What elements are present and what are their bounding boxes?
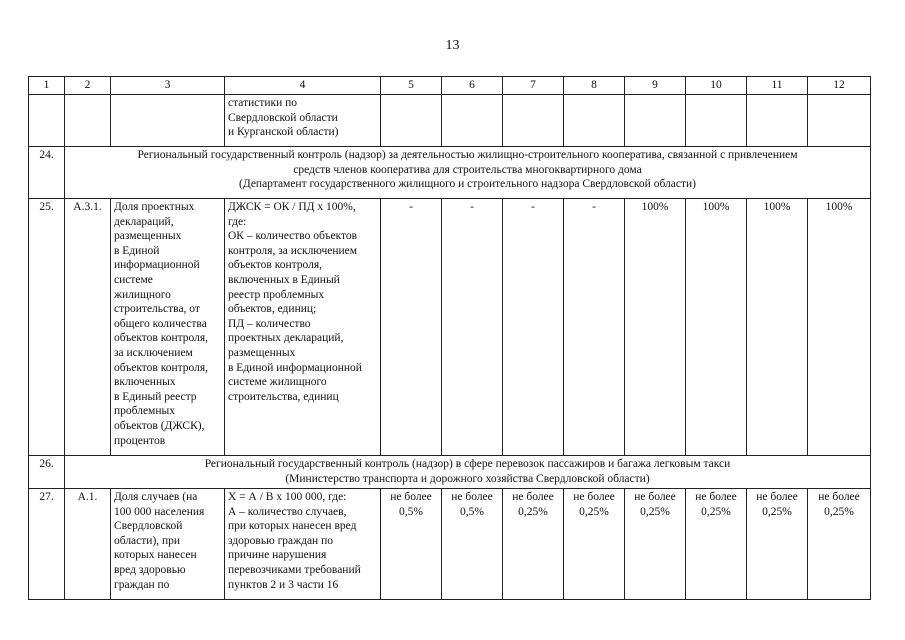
target-value: 100% [747, 199, 808, 456]
indicator-code: А.1. [65, 489, 111, 600]
table-cell [808, 95, 871, 147]
target-value [564, 489, 625, 600]
row-number: 24. [29, 147, 65, 199]
column-number: 2 [65, 77, 111, 95]
text-line: не более [695, 491, 737, 503]
target-value [625, 489, 686, 600]
text-line: граждан по [114, 578, 170, 591]
column-number: 1 [29, 77, 65, 95]
text-line: в Единой информационной [228, 361, 362, 374]
text-line: за исключением [114, 346, 193, 359]
text-line: 0,25% [824, 505, 854, 518]
text-line: 100 000 населения [114, 505, 205, 518]
indicator-name [111, 489, 225, 600]
text-line: не более [451, 491, 493, 503]
text-line: строительства, единиц [228, 390, 339, 403]
text-line: здоровью граждан по [228, 534, 333, 547]
text-line: (Министерство транспорта и дорожного хозяйства Свердловской области) [285, 472, 650, 485]
text-line: включенных в Единый [228, 273, 340, 286]
page-number: 13 [445, 38, 460, 53]
section-title [65, 456, 871, 489]
target-value: - [503, 199, 564, 456]
target-value [808, 489, 871, 600]
text-line: 0,5% [460, 505, 484, 518]
text-line: строительства, от [114, 303, 200, 316]
text-line: Х = А / В х 100 000, где: [228, 491, 347, 503]
text-line: ДЖСК = ОК / ПД х 100%, [228, 201, 356, 213]
text-line: не более [512, 491, 554, 503]
text-line: Доля проектных [114, 201, 195, 213]
text-line: в Единой [114, 244, 160, 257]
text-line: пунктов 2 и 3 части 16 [228, 578, 339, 591]
text-line: включенных [114, 376, 176, 389]
target-value [442, 489, 503, 600]
indicators-table [28, 76, 871, 600]
table-cell [381, 95, 442, 147]
column-number: 12 [808, 77, 871, 95]
continuation-row [29, 95, 871, 147]
text-line: ОК – количество объектов [228, 230, 358, 243]
row-number: 25. [29, 199, 65, 456]
column-number: 10 [686, 77, 747, 95]
text-line: общего количества [114, 317, 207, 330]
text-line: объектов, единиц; [228, 303, 317, 316]
text-line: информационной [114, 259, 200, 272]
text-line: не более [818, 491, 860, 503]
column-number: 4 [225, 77, 381, 95]
text-line: Доля случаев (на [114, 491, 198, 503]
text-line: 0,25% [762, 505, 792, 518]
text-line: и Курганской области) [228, 126, 339, 139]
text-line: статистики по [228, 97, 298, 109]
column-number: 9 [625, 77, 686, 95]
column-number: 7 [503, 77, 564, 95]
text-line: перевозчиками требований [228, 563, 361, 576]
text-line: объектов (ДЖСК), [114, 419, 205, 432]
text-line: где: [228, 215, 247, 228]
text-line: проблемных [114, 405, 175, 418]
text-line: деклараций, [114, 215, 174, 228]
text-line: области), при [114, 534, 181, 547]
text-line: системе [114, 273, 153, 286]
text-line: А – количество случаев, [228, 505, 347, 518]
text-line: вред здоровью [114, 563, 186, 576]
text-line: жилищного [114, 288, 171, 301]
text-line: не более [390, 491, 432, 503]
table-cell [625, 95, 686, 147]
text-line: не более [756, 491, 798, 503]
text-line: 0,5% [399, 505, 423, 518]
table-cell [29, 95, 65, 147]
text-line: системе жилищного [228, 376, 327, 389]
text-line: не более [634, 491, 676, 503]
target-value [747, 489, 808, 600]
text-line: средств членов кооператива для строительства многоквартирного дома [293, 163, 642, 176]
text-line: проектных деклараций, [228, 332, 344, 345]
text-line: при которых нанесен вред [228, 520, 357, 533]
table-cell [503, 95, 564, 147]
table-cell [747, 95, 808, 147]
section-title [65, 147, 871, 199]
text-line: 0,25% [579, 505, 609, 518]
indicator-row-25 [29, 199, 871, 456]
text-line: (Департамент государственного жилищного и строительного надзора Свердловской области) [239, 178, 696, 191]
text-line: процентов [114, 434, 166, 447]
table-cell [65, 95, 111, 147]
column-number: 6 [442, 77, 503, 95]
text-line: которых нанесен [114, 549, 197, 562]
text-line: Региональный государственный контроль (надзор) в сфере перевозок пассажиров и багажа легковым такси [204, 458, 731, 470]
text-line: контроля, за исключением [228, 244, 358, 257]
target-value: - [442, 199, 503, 456]
target-value: 100% [625, 199, 686, 456]
text-line: 0,25% [518, 505, 548, 518]
column-number: 11 [747, 77, 808, 95]
row-number: 26. [29, 456, 65, 489]
table-cell [442, 95, 503, 147]
column-numbers-row [29, 77, 871, 95]
text-line: 0,25% [640, 505, 670, 518]
column-number: 3 [111, 77, 225, 95]
text-line: причине нарушения [228, 549, 327, 562]
target-value: - [564, 199, 625, 456]
indicator-formula [225, 199, 381, 456]
target-value: 100% [808, 199, 871, 456]
indicator-name [111, 199, 225, 456]
indicator-formula [225, 489, 381, 600]
indicator-code: А.3.1. [65, 199, 111, 456]
text-line: Свердловской области [228, 111, 338, 124]
table-cell [111, 95, 225, 147]
text-line: размещенных [228, 346, 296, 359]
indicator-row-27 [29, 489, 871, 600]
text-line: Региональный государственный контроль (надзор) за деятельностью жилищно-строительного кооператива, связанной с привлечением [137, 149, 798, 161]
column-number: 5 [381, 77, 442, 95]
text-line: не более [573, 491, 615, 503]
text-line: реестр проблемных [228, 288, 325, 301]
text-line: в Единый реестр [114, 390, 197, 403]
continuation-formula-cell [225, 95, 381, 147]
text-line: объектов контроля, [114, 361, 209, 374]
text-line: 0,25% [701, 505, 731, 518]
section-row-26 [29, 456, 871, 489]
text-line: размещенных [114, 230, 182, 243]
text-line: Свердловской [114, 520, 183, 533]
target-value [686, 489, 747, 600]
row-number: 27. [29, 489, 65, 600]
target-value [503, 489, 564, 600]
table-cell [686, 95, 747, 147]
table-cell [564, 95, 625, 147]
target-value [381, 489, 442, 600]
text-line: объектов контроля, [228, 259, 323, 272]
column-number: 8 [564, 77, 625, 95]
text-line: объектов контроля, [114, 332, 209, 345]
target-value: 100% [686, 199, 747, 456]
section-row-24 [29, 147, 871, 199]
text-line: ПД – количество [228, 317, 311, 330]
target-value: - [381, 199, 442, 456]
